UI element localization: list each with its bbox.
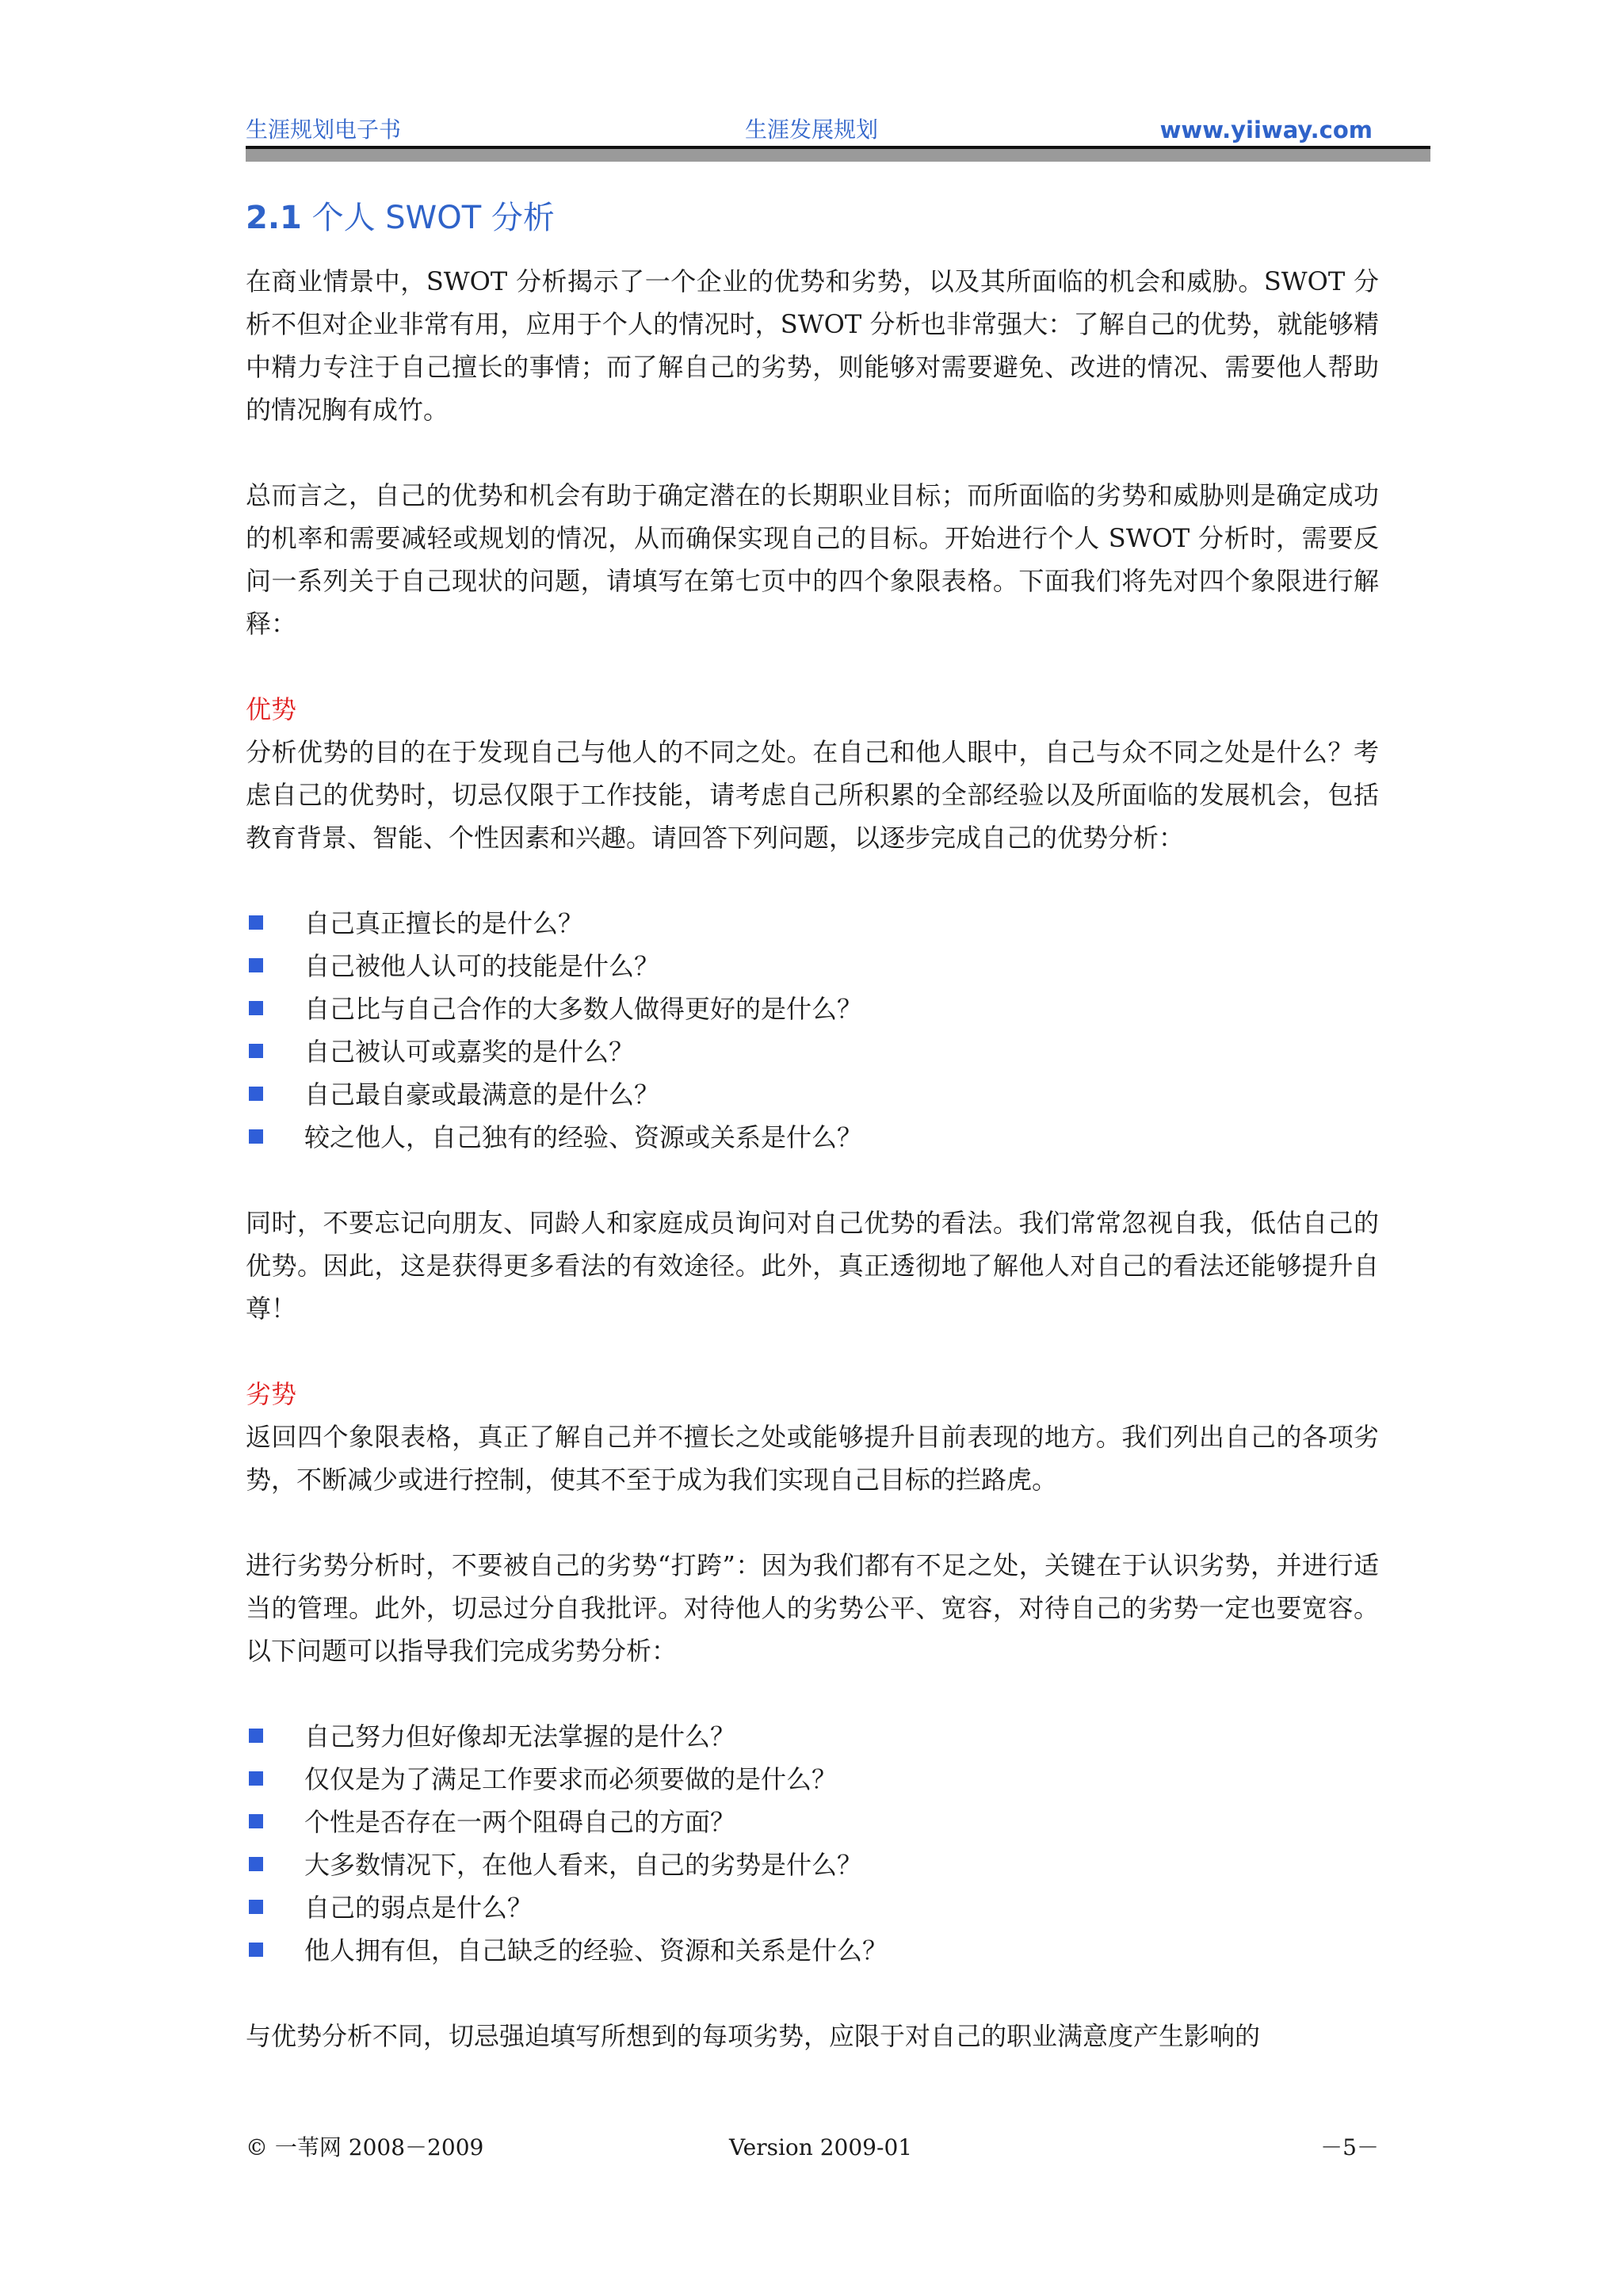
- weaknesses-heading: 劣势: [246, 1379, 297, 1409]
- list-item: 自己被认可或嘉奖的是什么？: [246, 1030, 1379, 1073]
- square-bullet-icon: [249, 958, 263, 972]
- strengths-intro: 分析优势的目的在于发现自己与他人的不同之处。在自己和他人眼中，自己与众不同之处是什么？考虑自己的优势时，切忌仅限于工作技能，请考虑自己所积累的全部经验以及所面临的发展机会，包括教育背景、智能、个性因素和兴趣。请回答下列问题，以逐步完成自己的优势分析：: [246, 737, 1379, 853]
- square-bullet-icon: [249, 1129, 263, 1144]
- footer-copyright: © 一苇网 2008－2009: [246, 2134, 484, 2160]
- page-header: [246, 114, 1379, 146]
- list-item: 大多数情况下，在他人看来，自己的劣势是什么？: [246, 1843, 1379, 1886]
- list-item: 仅仅是为了满足工作要求而必须要做的是什么？: [246, 1758, 1379, 1801]
- list-item: 自己的弱点是什么？: [246, 1886, 1379, 1929]
- footer-page-number: －5－: [1320, 2134, 1379, 2160]
- list-item: 个性是否存在一两个阻碍自己的方面？: [246, 1801, 1379, 1843]
- section-number: 2.1: [246, 200, 302, 236]
- header-chapter-title: 生涯发展规划: [745, 117, 879, 143]
- header-rule-shadow: [246, 149, 1430, 162]
- weaknesses-intro: 返回四个象限表格，真正了解自己并不擅长之处或能够提升目前表现的地方。我们列出自己的各项劣势，不断减少或进行控制，使其不至于成为我们实现自己目标的拦路虎。: [246, 1422, 1379, 1495]
- square-bullet-icon: [249, 1814, 263, 1828]
- weaknesses-intro-2: 进行劣势分析时，不要被自己的劣势“打跨”：因为我们都有不足之处，关键在于认识劣势，并进行适当的管理。此外，切忌过分自我批评。对待他人的劣势公平、宽容，对待自己的劣势一定也要宽容。以下问题可以指导我们完成劣势分析：: [246, 1550, 1379, 1666]
- square-bullet-icon: [249, 1943, 263, 1957]
- intro-paragraph-1: 在商业情景中，SWOT 分析揭示了一个企业的优势和劣势，以及其所面临的机会和威胁。SWOT 分析不但对企业非常有用，应用于个人的情况时，SWOT 分析也非常强大：了解自己的优势，就能够精中精力专注于自己擅长的事情；而了解自己的劣势，则能够对需要避免、改进的情况、需要他人帮助的情况胸有成竹。: [246, 266, 1379, 425]
- strengths-heading: 优势: [246, 694, 297, 724]
- section-title: [246, 190, 1379, 246]
- list-item: 自己最自豪或最满意的是什么？: [246, 1073, 1379, 1116]
- strengths-outro: 同时，不要忘记向朋友、同龄人和家庭成员询问对自己优势的看法。我们常常忽视自我，低估自己的优势。因此，这是获得更多看法的有效途径。此外，真正透彻地了解他人对自己的看法还能够提升自尊！: [246, 1208, 1379, 1324]
- list-item: 自己比与自己合作的大多数人做得更好的是什么？: [246, 988, 1379, 1030]
- strengths-question-list: [246, 902, 1379, 1159]
- square-bullet-icon: [249, 1857, 263, 1871]
- header-book-title: 生涯规划电子书: [246, 117, 402, 143]
- section-title-text: 个人 SWOT 分析: [311, 200, 555, 236]
- square-bullet-icon: [249, 1900, 263, 1914]
- list-item: 他人拥有但，自己缺乏的经验、资源和关系是什么？: [246, 1929, 1379, 1972]
- page-content: [246, 190, 1379, 2057]
- square-bullet-icon: [249, 1044, 263, 1058]
- list-item: 较之他人，自己独有的经验、资源或关系是什么？: [246, 1116, 1379, 1159]
- square-bullet-icon: [249, 1729, 263, 1743]
- weaknesses-question-list: [246, 1715, 1379, 1972]
- intro-paragraph-2: 总而言之，自己的优势和机会有助于确定潜在的长期职业目标；而所面临的劣势和威胁则是确定成功的机率和需要减轻或规划的情况，从而确保实现自己的目标。开始进行个人 SWOT 分析时，需要反问一系列关于自己现状的问题，请填写在第七页中的四个象限表格。下面我们将先对四个象限进行解释：: [246, 480, 1379, 639]
- square-bullet-icon: [249, 1771, 263, 1786]
- page-footer: [246, 2132, 1379, 2164]
- list-item: 自己真正擅长的是什么？: [246, 902, 1379, 945]
- footer-version: Version 2009-01: [729, 2134, 913, 2160]
- list-item: 自己被他人认可的技能是什么？: [246, 945, 1379, 988]
- header-website-link[interactable]: www.yiiway.com: [1159, 117, 1373, 143]
- weaknesses-outro: 与优势分析不同，切忌强迫填写所想到的每项劣势，应限于对自己的职业满意度产生影响的: [246, 2021, 1261, 2051]
- square-bullet-icon: [249, 1087, 263, 1101]
- square-bullet-icon: [249, 1001, 263, 1015]
- list-item: 自己努力但好像却无法掌握的是什么？: [246, 1715, 1379, 1758]
- square-bullet-icon: [249, 915, 263, 930]
